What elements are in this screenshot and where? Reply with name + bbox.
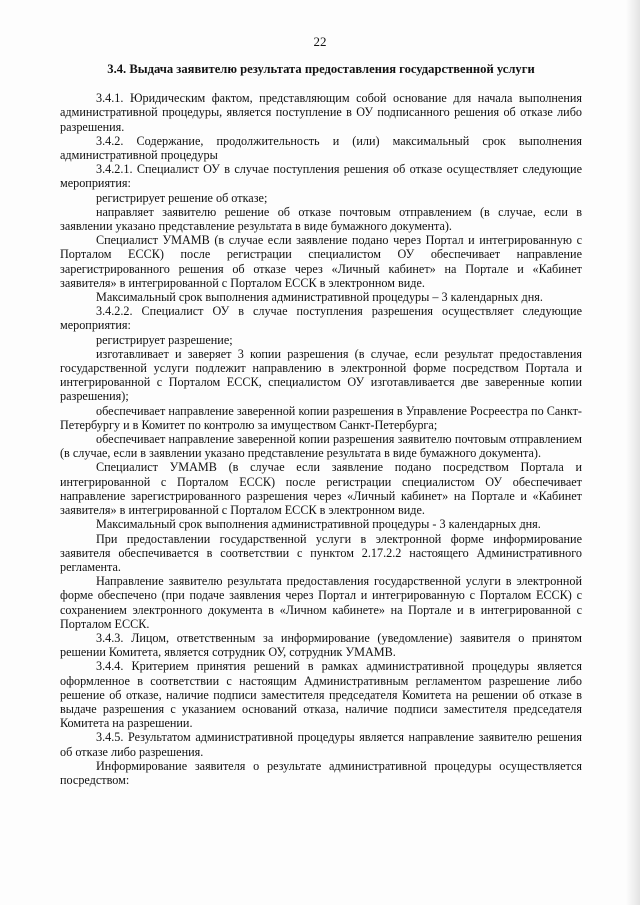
page-number: 22 xyxy=(313,34,327,49)
paragraph-sends-refusal: направляет заявителю решение об отказе почтовым отправлением (в случае, если в заявлении указано представление результата в виде бумажного документа). xyxy=(60,204,582,234)
paragraph-certifies-copies: изготавливает и заверяет 3 копии разрешения (в случае, если результат предоставления государственной услуги подлежит направлению в электронной форме посредством Портала и интегрированной с Порталом ЕССК, специалистом ОУ изготавливается две заверенные копии разрешения); xyxy=(60,346,582,404)
paragraph-max-term-1: Максимальный срок выполнения административной процедуры – 3 календарных дня. xyxy=(96,290,543,305)
paragraph-3-4-5: 3.4.5. Результатом административной процедуры является направление заявителю решения об отказе либо разрешения. xyxy=(60,730,582,759)
section-heading: 3.4. Выдача заявителю результата предоставления государственной услуги xyxy=(107,62,535,76)
paragraph-registers-refusal: регистрирует решение об отказе; xyxy=(96,190,268,205)
paragraph-3-4-2-1: 3.4.2.1. Специалист ОУ в случае поступления решения об отказе осуществляет следующие мероприятия: xyxy=(60,162,582,191)
paragraph-registers-permit: регистрирует разрешение; xyxy=(96,332,233,347)
paragraph-max-term-2: Максимальный срок выполнения административной процедуры - 3 календарных дня. xyxy=(96,517,541,532)
paragraph-3-4-2: 3.4.2. Содержание, продолжительность и (или) максимальный срок выполнения административной процедуры xyxy=(60,133,582,163)
paragraph-umamv-refusal: Специалист УМАМВ (в случае если заявление подано через Портал и интегрированную с Порталом ЕССК) после регистрации специалистом ОУ обеспечивает направление зарегистрированного решения об отказе через «Личный кабинет» на Портале и «Кабинет заявителя» в интегрированной с Порталом ЕССК в электронном виде. xyxy=(60,233,582,290)
paragraph-3-4-1: 3.4.1. Юридическим фактом, представляющим собой основание для начала выполнения административной процедуры, является поступление в ОУ подписанного решения об отказе либо разрешения. xyxy=(60,91,582,134)
document-body xyxy=(60,62,582,787)
paragraph-mail-permit: обеспечивает направление заверенной копии разрешения заявителю почтовым отправлением (в случае, если в заявлении указано представление результата в виде бумажного документа). xyxy=(60,432,582,461)
paragraph-3-4-3: 3.4.3. Лицом, ответственным за информирование (уведомление) заявителя о принятом решении Комитета, является сотрудник ОУ, сотрудник УМАМВ. xyxy=(60,630,582,660)
paragraph-informing: Информирование заявителя о результате административной процедуры осуществляется посредством: xyxy=(60,758,582,787)
paragraph-rosreestr: обеспечивает направление заверенной копии разрешения в Управление Росреестра по Санкт-Петербургу и в Комитет по контролю за имуществом Санкт-Петербурга; xyxy=(60,403,582,432)
paragraph-electronic-info: При предоставлении государственной услуги в электронной форме информирование заявителя обеспечивается в соответствии с пунктом 2.17.2.2 настоящего Административного регламента. xyxy=(60,531,582,574)
paragraph-3-4-2-2: 3.4.2.2. Специалист ОУ в случае поступления разрешения осуществляет следующие мероприятия: xyxy=(60,304,582,333)
paragraph-3-4-4: 3.4.4. Критерием принятия решений в рамках административной процедуры является оформленное в соответствии с настоящим Административным регламентом разрешение либо решение об отказе, наличие подписи заместителя председателя Комитета на решении об отказе в выдаче разрешения с указанием оснований отказа, наличие подписи заместителя председателя Комитета на разрешении. xyxy=(60,659,582,731)
paragraph-electronic-result: Направление заявителю результата предоставления государственной услуги в электронной форме обеспечено (при подаче заявления через Портал и интегрированную с Порталом ЕССК) с сохранением электронного документа в «Личном кабинете» на Портале и в интегрированной с Порталом ЕССК. xyxy=(60,574,582,631)
page-edge-shadow xyxy=(626,0,640,905)
paragraph-umamv-permit: Специалист УМАМВ (в случае если заявление подано посредством Портала и интегрированной с Порталом ЕССК) после регистрации специалистом ОУ обеспечивает направление зарегистрированного разрешения через «Личный кабинет» на Портале и «Кабинет заявителя» в интегрированной с Порталом ЕССК в электронном виде. xyxy=(60,460,582,518)
